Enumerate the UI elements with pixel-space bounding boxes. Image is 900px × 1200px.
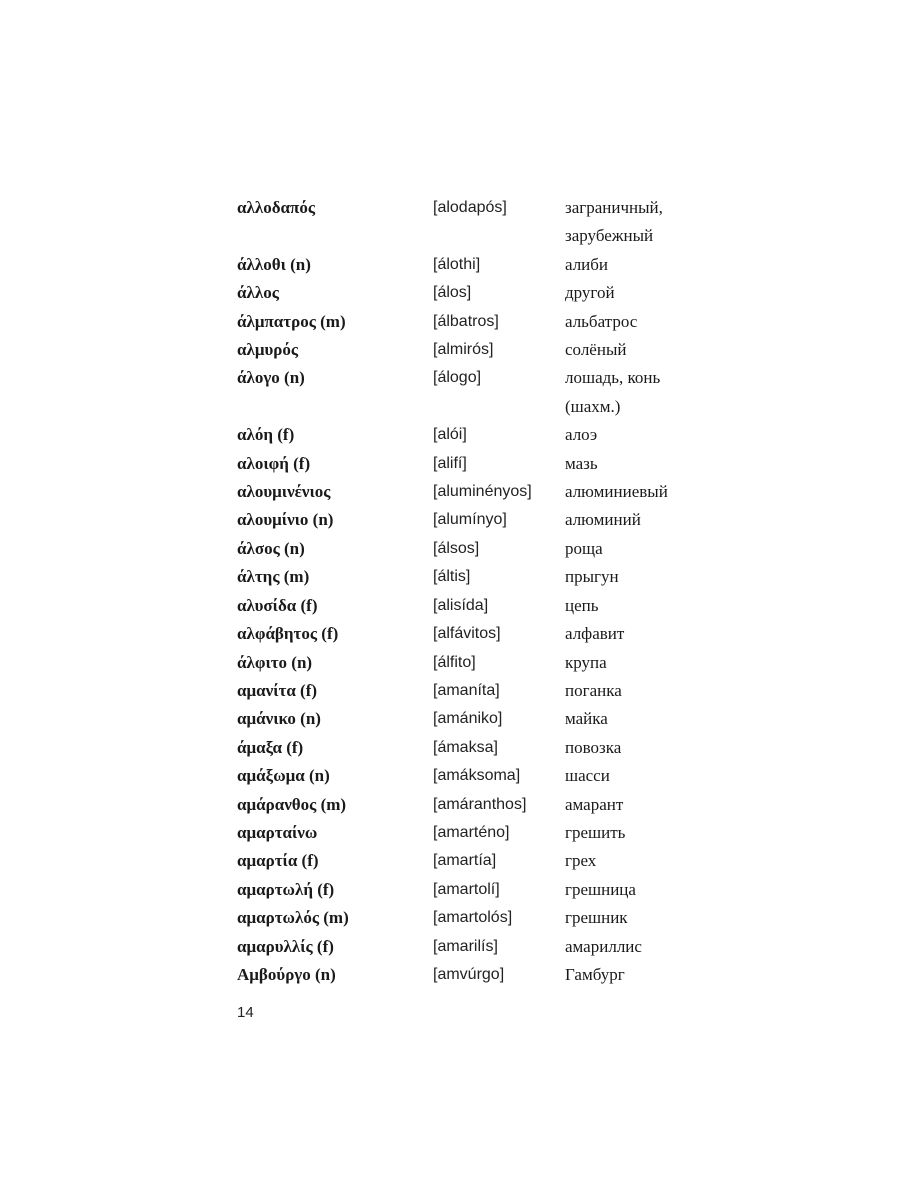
- transliteration: [amániko]: [433, 710, 503, 728]
- greek-headword: αμαρτία (f): [237, 851, 319, 871]
- dictionary-entry: [237, 791, 797, 819]
- russian-translation: амариллис: [565, 936, 642, 956]
- transliteration: [alfávitos]: [433, 625, 501, 643]
- russian-translation: другой: [565, 283, 615, 303]
- greek-headword: άλογο (n): [237, 368, 305, 388]
- transliteration: [amarilís]: [433, 937, 498, 955]
- dictionary-entry: [237, 279, 797, 307]
- russian-translation: поганка: [565, 680, 622, 700]
- transliteration: [áltis]: [433, 568, 471, 586]
- russian-translation: грешник: [565, 908, 628, 928]
- russian-translation: шасси: [565, 766, 610, 786]
- russian-translation: заграничный, зарубежный: [565, 198, 663, 246]
- dictionary-entry: [237, 649, 797, 677]
- dictionary-entry: [237, 364, 797, 421]
- russian-translation: алоэ: [565, 425, 598, 445]
- greek-headword: αλφάβητος (f): [237, 624, 339, 644]
- greek-headword: αλοιφή (f): [237, 453, 311, 473]
- transliteration: [ámaksa]: [433, 738, 498, 756]
- russian-translation: альбатрос: [565, 311, 638, 331]
- russian-translation: майка: [565, 709, 608, 729]
- dictionary-entries: [237, 194, 797, 989]
- transliteration: [almirós]: [433, 341, 494, 359]
- dictionary-entry: [237, 478, 797, 506]
- transliteration: [amvúrgo]: [433, 965, 505, 983]
- transliteration: [amartía]: [433, 852, 497, 870]
- dictionary-entry: [237, 251, 797, 279]
- dictionary-entry: [237, 592, 797, 620]
- dictionary-entry: [237, 194, 797, 251]
- russian-translation: повозка: [565, 737, 622, 757]
- transliteration: [alifí]: [433, 454, 467, 472]
- transliteration: [amaníta]: [433, 681, 500, 699]
- russian-translation: грешница: [565, 879, 636, 899]
- dictionary-entry: [237, 904, 797, 932]
- greek-headword: αμαρτωλός (m): [237, 908, 349, 928]
- greek-headword: αλλοδαπός: [237, 198, 315, 217]
- transliteration: [alói]: [433, 426, 467, 444]
- russian-translation: крупа: [565, 652, 607, 672]
- greek-headword: άμαξα (f): [237, 737, 304, 757]
- greek-headword: Αμβούργο (n): [237, 964, 336, 984]
- russian-translation: роща: [565, 538, 603, 558]
- transliteration: [álbatros]: [433, 312, 499, 330]
- dictionary-entry: [237, 563, 797, 591]
- greek-headword: αλόη (f): [237, 425, 295, 445]
- dictionary-entry: [237, 421, 797, 449]
- dictionary-entry: [237, 961, 797, 989]
- transliteration: [álos]: [433, 284, 472, 302]
- greek-headword: αμανίτα (f): [237, 680, 318, 700]
- greek-headword: αμαρταίνω: [237, 822, 318, 842]
- page-number: 14: [237, 1004, 254, 1021]
- greek-headword: αλουμινένιος: [237, 482, 331, 502]
- russian-translation: Гамбург: [565, 964, 625, 984]
- dictionary-entry: [237, 819, 797, 847]
- dictionary-entry: [237, 933, 797, 961]
- dictionary-entry: [237, 876, 797, 904]
- dictionary-entry: [237, 336, 797, 364]
- transliteration: [amáksoma]: [433, 767, 521, 785]
- russian-translation: цепь: [565, 595, 599, 615]
- dictionary-entry: [237, 450, 797, 478]
- greek-headword: αμάξωμα (n): [237, 766, 330, 786]
- dictionary-entry: [237, 734, 797, 762]
- transliteration: [álsos]: [433, 539, 480, 557]
- dictionary-entry: [237, 506, 797, 534]
- russian-translation: лошадь, конь (шахм.): [565, 368, 661, 416]
- greek-headword: άλσος (n): [237, 538, 305, 558]
- russian-translation: грех: [565, 851, 597, 871]
- transliteration: [alumínyo]: [433, 511, 507, 529]
- greek-headword: αμαρυλλίς (f): [237, 936, 334, 956]
- greek-headword: άλλος: [237, 283, 279, 303]
- russian-translation: прыгун: [565, 567, 619, 587]
- greek-headword: άλμπατρος (m): [237, 311, 346, 331]
- dictionary-entry: [237, 535, 797, 563]
- greek-headword: αλουμίνιο (n): [237, 510, 334, 530]
- dictionary-entry: [237, 847, 797, 875]
- transliteration: [álogo]: [433, 369, 482, 387]
- transliteration: [amartolós]: [433, 909, 513, 927]
- transliteration: [amartolí]: [433, 880, 500, 898]
- russian-translation: мазь: [565, 453, 598, 473]
- transliteration: [aluminényos]: [433, 483, 532, 501]
- russian-translation: алюминиевый: [565, 482, 668, 502]
- russian-translation: амарант: [565, 794, 624, 814]
- transliteration: [amarténo]: [433, 823, 510, 841]
- dictionary-entry: [237, 620, 797, 648]
- transliteration: [alodapós]: [433, 199, 507, 216]
- russian-translation: алфавит: [565, 624, 625, 644]
- greek-headword: άλτης (m): [237, 567, 310, 587]
- dictionary-entry: [237, 677, 797, 705]
- russian-translation: солёный: [565, 340, 627, 360]
- greek-headword: άλλοθι (n): [237, 254, 311, 274]
- greek-headword: αλυσίδα (f): [237, 595, 318, 615]
- transliteration: [álothi]: [433, 255, 481, 273]
- greek-headword: αμάνικο (n): [237, 709, 321, 729]
- russian-translation: алюминий: [565, 510, 641, 530]
- transliteration: [amáranthos]: [433, 795, 527, 813]
- russian-translation: алиби: [565, 254, 609, 274]
- transliteration: [alisída]: [433, 596, 489, 614]
- greek-headword: αμάρανθος (m): [237, 794, 347, 814]
- dictionary-entry: [237, 705, 797, 733]
- russian-translation: грешить: [565, 822, 626, 842]
- greek-headword: άλφιτο (n): [237, 652, 313, 672]
- transliteration: [álfito]: [433, 653, 476, 671]
- greek-headword: αμαρτωλή (f): [237, 879, 335, 899]
- greek-headword: αλμυρός: [237, 340, 299, 360]
- dictionary-entry: [237, 308, 797, 336]
- dictionary-entry: [237, 762, 797, 790]
